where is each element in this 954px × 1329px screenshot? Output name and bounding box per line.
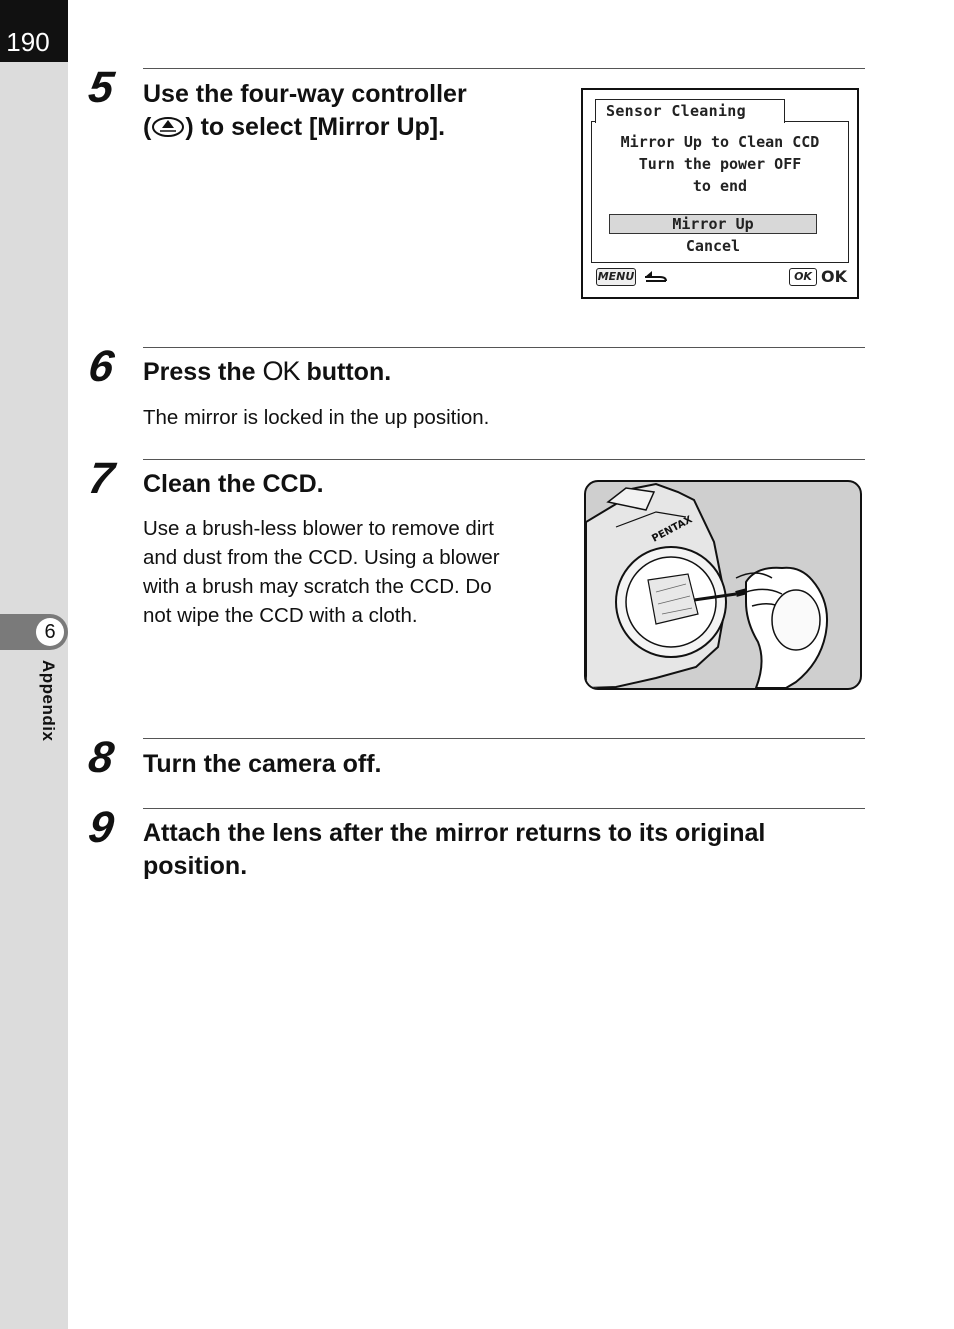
camera-cleaning-illustration bbox=[584, 480, 862, 690]
step-body bbox=[143, 514, 500, 630]
step-number: 6 bbox=[85, 342, 117, 391]
camera-lcd-screen bbox=[581, 88, 859, 299]
brand-text: PENTAX bbox=[650, 514, 695, 545]
paren: ( bbox=[143, 113, 152, 141]
lcd-tab-title: Sensor Cleaning bbox=[595, 99, 785, 123]
lcd-message: to end bbox=[692, 177, 748, 195]
step-title-line: Attach the lens after the mirror returns to its original bbox=[143, 819, 766, 847]
step-number: 8 bbox=[85, 733, 117, 782]
step-title-line: position. bbox=[143, 852, 248, 880]
ok-button-glyph: OK bbox=[262, 356, 300, 386]
lcd-option-cancel[interactable]: Cancel bbox=[685, 237, 741, 255]
chapter-label: Appendix bbox=[39, 660, 58, 742]
camera-drawing bbox=[586, 482, 860, 688]
step-title: Clean the CCD. bbox=[143, 470, 324, 498]
step-title: Turn the camera off. bbox=[143, 750, 382, 778]
step-title-text: ) to select [Mirror Up]. bbox=[185, 113, 446, 141]
step-title bbox=[143, 78, 467, 144]
step-title bbox=[143, 817, 765, 883]
step-number: 5 bbox=[85, 63, 117, 112]
step-number: 9 bbox=[85, 803, 117, 852]
four-way-controller-up-icon bbox=[151, 116, 185, 138]
menu-button-icon: MENU bbox=[596, 268, 636, 286]
step-body-line: Use a brush-less blower to remove dirt bbox=[143, 517, 494, 540]
lcd-message: Mirror Up to Clean CCD bbox=[620, 133, 820, 151]
page-number: 190 bbox=[0, 0, 68, 62]
step-title-line: Use the four-way controller bbox=[143, 80, 467, 108]
step-divider bbox=[143, 738, 865, 739]
step-title-text: Press the bbox=[143, 358, 263, 386]
step-title bbox=[143, 355, 391, 389]
back-arrow-icon bbox=[640, 267, 668, 287]
ok-button-icon: OK bbox=[789, 268, 817, 286]
step-body-line: not wipe the CCD with a cloth. bbox=[143, 604, 418, 627]
step-number: 7 bbox=[85, 454, 117, 503]
step-divider bbox=[143, 68, 865, 69]
step-body: The mirror is locked in the up position. bbox=[143, 406, 490, 429]
chapter-number: 6 bbox=[36, 618, 64, 646]
step-title-line bbox=[143, 111, 467, 144]
step-body-line: and dust from the CCD. Using a blower bbox=[143, 546, 500, 569]
step-body-line: with a brush may scratch the CCD. Do bbox=[143, 575, 492, 598]
ok-label: OK bbox=[821, 267, 847, 286]
lcd-message: Turn the power OFF bbox=[638, 155, 802, 173]
lcd-option-mirror-up[interactable]: Mirror Up bbox=[609, 214, 817, 234]
step-divider bbox=[143, 347, 865, 348]
step-title-text: button. bbox=[299, 358, 392, 386]
step-divider bbox=[143, 808, 865, 809]
step-divider bbox=[143, 459, 865, 460]
